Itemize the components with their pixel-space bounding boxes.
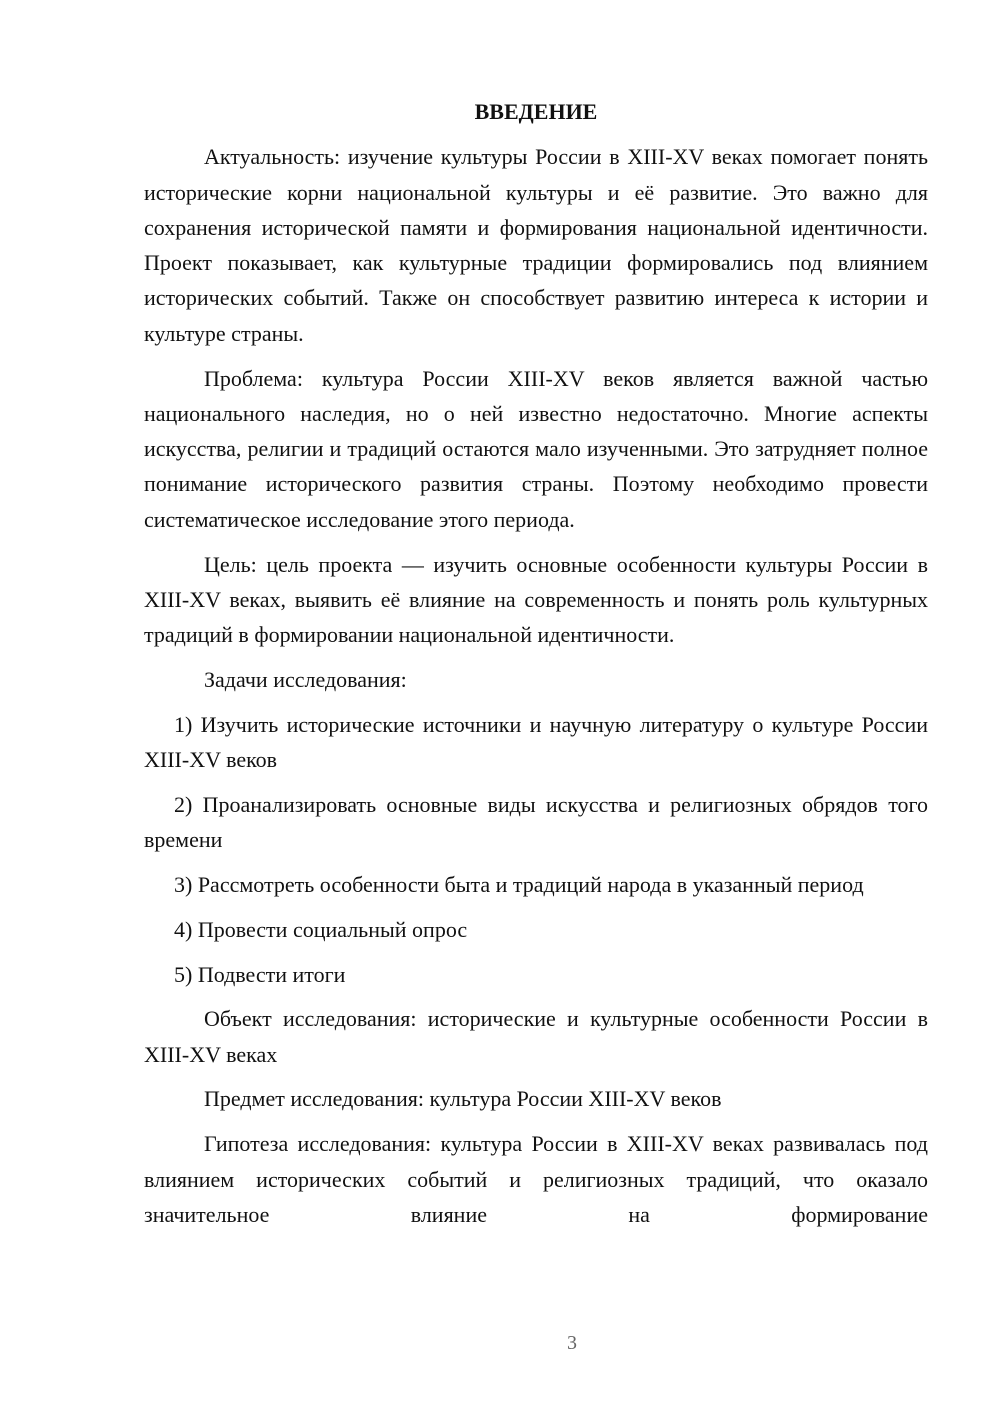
paragraph-object: Объект исследования: исторические и культурные особенности России в XIII-XV веках — [144, 1006, 928, 1067]
tasks-list — [144, 707, 928, 992]
paragraph-goal: Цель: цель проекта — изучить основные особенности культуры России в XIII-XV веках, выявить её влияние на современность и понять роль культурных традиций в формировании национальной идентичности. — [144, 551, 928, 648]
paragraph-hypothesis: Гипотеза исследования: культура России в XIII-XV веках развивалась под влиянием исторических событий и религиозных традиций, что оказало значительное влияние на формирование — [144, 1131, 928, 1227]
paragraph-subject: Предмет исследования: культура России XIII-XV веков — [204, 1086, 722, 1112]
list-item: 4) Провести социальный опрос — [174, 916, 468, 942]
paragraph-relevance: Актуальность: изучение культуры России в XIII-XV веках помогает понять исторические корни национальной культуры и её развитие. Это важно для сохранения исторической памяти и формирования национальной идентичности. Проект показывает, как культурные традиции формировались под влиянием исторических событий. Также он способствует развитию интереса к истории и культуре страны. — [144, 144, 928, 346]
list-item: 2) Проанализировать основные виды искусства и религиозных обрядов того времени — [144, 791, 928, 853]
section-heading: ВВЕДЕНИЕ — [474, 99, 598, 124]
page-number: 3 — [567, 1332, 577, 1354]
list-item: 3) Рассмотреть особенности быта и традиций народа в указанный период — [174, 871, 864, 897]
list-item: 5) Подвести итоги — [174, 961, 346, 987]
paragraph-tasks-heading: Задачи исследования: — [204, 666, 407, 692]
list-item: 1) Изучить исторические источники и научную литературу о культуре России XIII-XV веков — [144, 711, 928, 773]
page-content — [144, 94, 928, 1242]
paragraph-problem: Проблема: культура России XIII-XV веков является важной частью национального наследия, но о ней известно недостаточно. Многие аспекты искусства, религии и традиций остаются мало изученными. Это затрудняет полное понимание исторического развития страны. Поэтому необходимо провести систематическое исследование этого периода. — [144, 365, 928, 532]
